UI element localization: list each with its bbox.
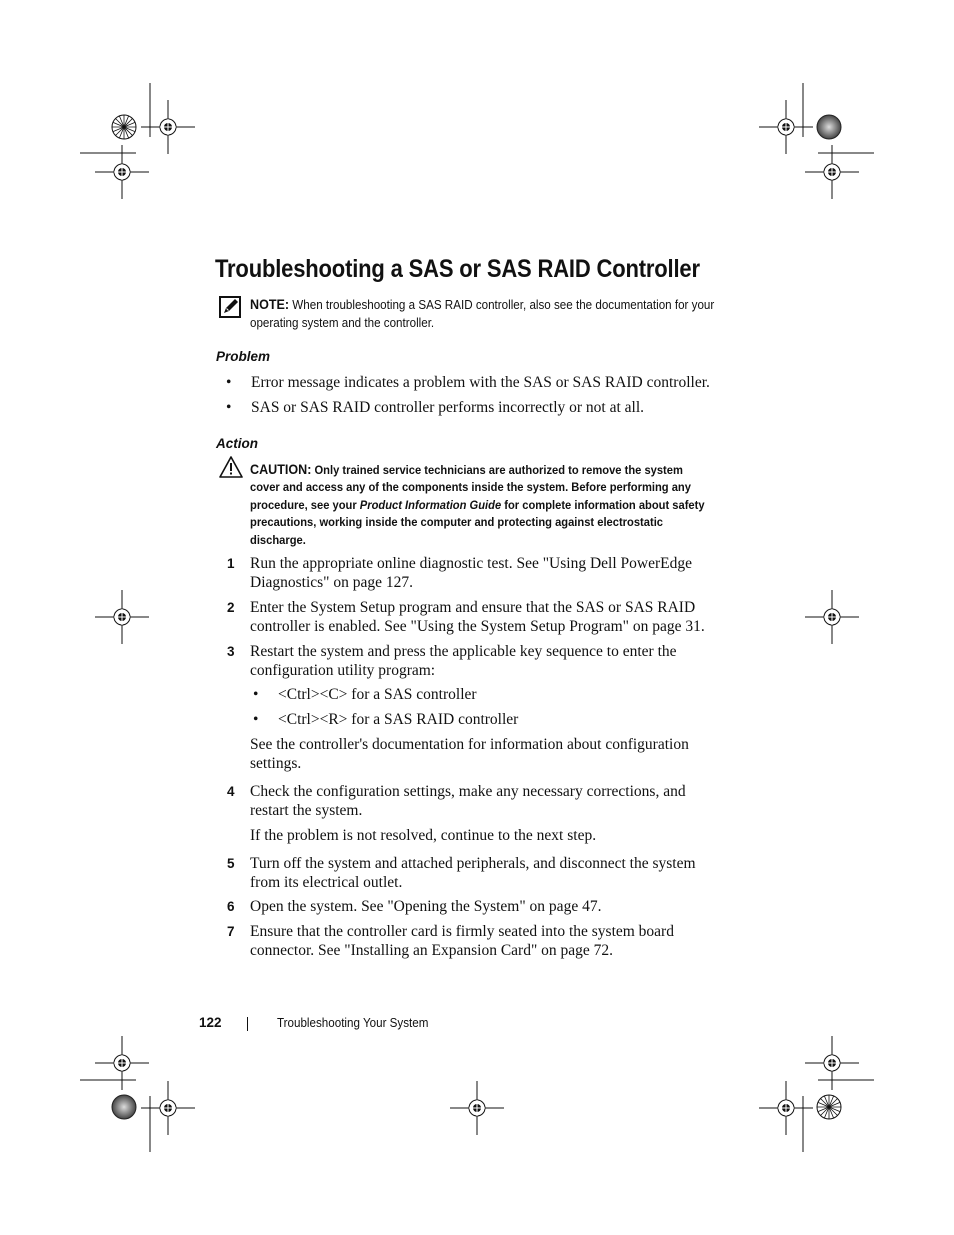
note-pencil-icon (219, 296, 241, 318)
problem-heading: Problem (216, 349, 271, 364)
step3-note: See the controller's documentation for information about configuration settings. (250, 736, 689, 772)
footer-divider (247, 1017, 248, 1031)
step4-note: If the problem is not resolved, continue to the next step. (250, 827, 597, 844)
note-label: NOTE: (250, 297, 290, 312)
page-number: 122 (199, 1015, 222, 1030)
caution-label: CAUTION: (250, 462, 312, 477)
caution-warning-icon (219, 456, 243, 478)
product-guide-title: Product Information Guide (359, 497, 502, 512)
page-title: Troubleshooting a SAS or SAS RAID Controller (215, 255, 700, 283)
caution-text: CAUTION: Only trained service technicians are authorized to remove the system cover and access any of the components inside the system. Before performing any procedure, see your Product Information Guide for complete information about safety precautions, working inside the computer and protecting against electrostatic discharge. (250, 462, 705, 547)
note-body: When troubleshooting a SAS RAID controller, also see the documentation for your operating system and the controller. (250, 298, 715, 330)
footer-section-title: Troubleshooting Your System (277, 1016, 429, 1030)
note-text (250, 296, 734, 332)
action-heading: Action (216, 436, 258, 451)
